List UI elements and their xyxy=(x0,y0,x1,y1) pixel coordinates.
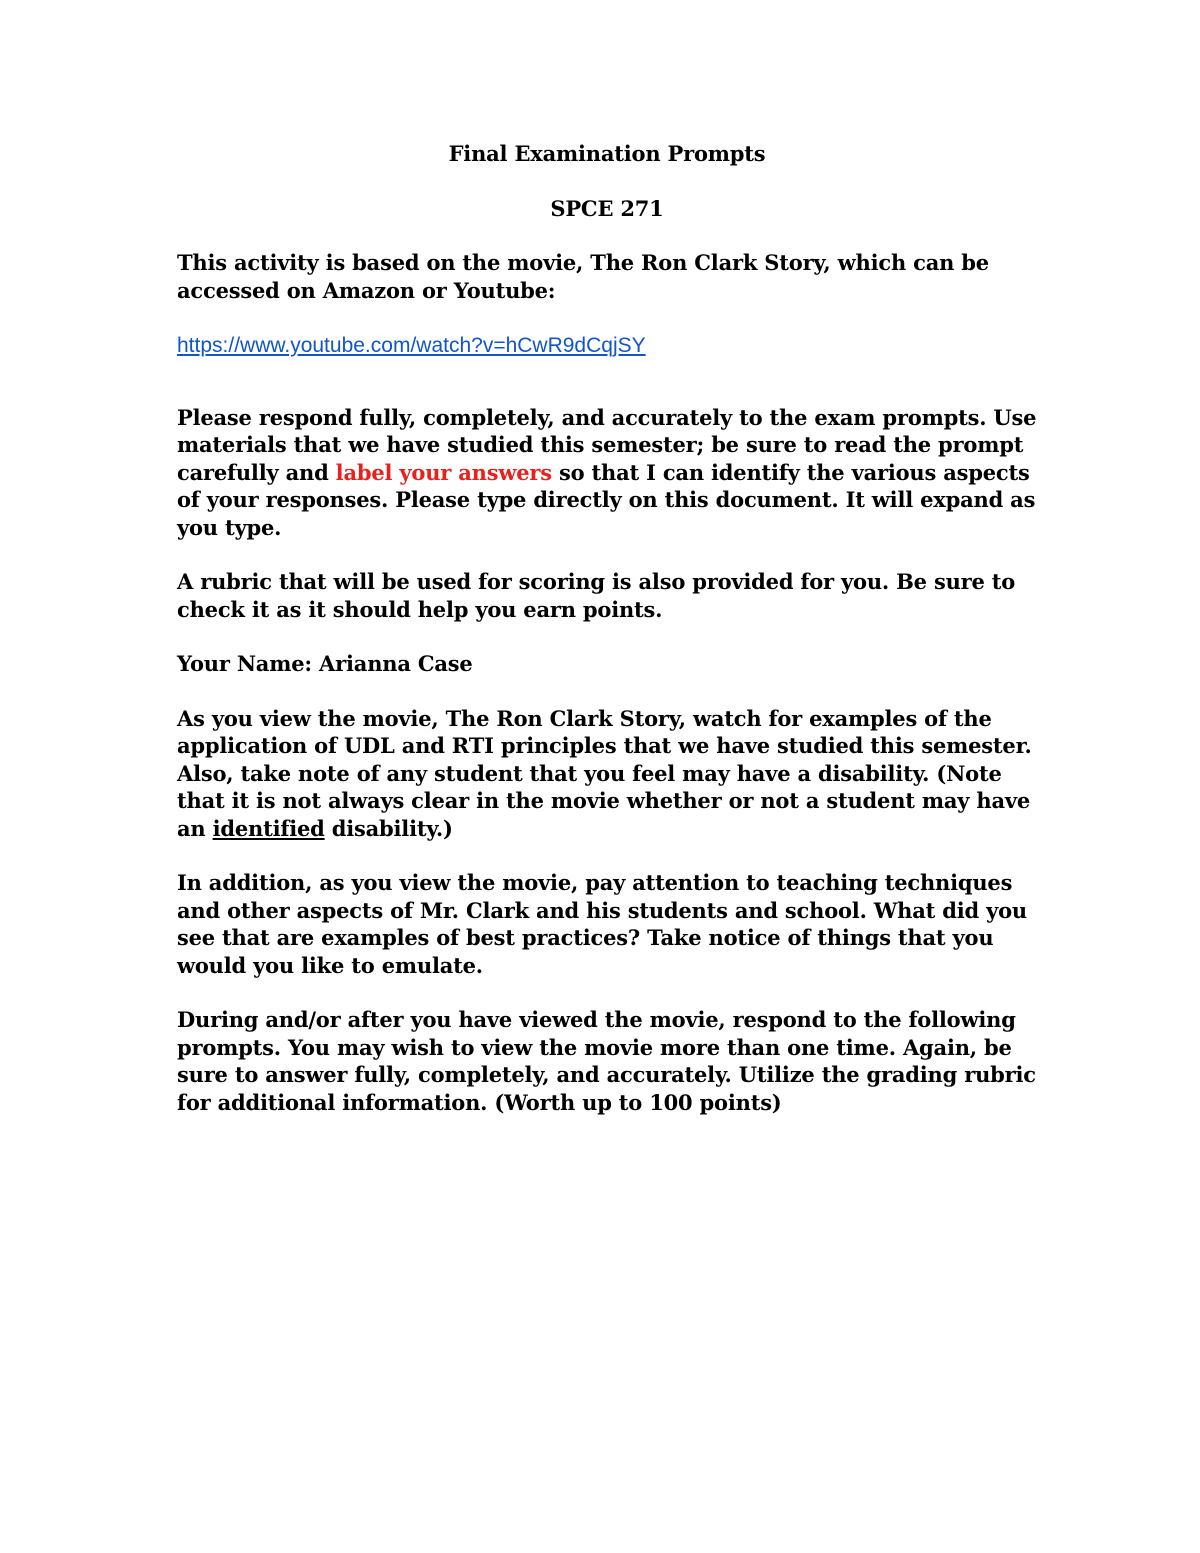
identified-underlined: identified xyxy=(212,815,325,841)
document-body xyxy=(177,140,1037,1143)
viewing-paragraph xyxy=(177,705,1037,843)
intro-paragraph: This activity is based on the movie, The Ron Clark Story, which can be accessed on Amazon or Youtube: xyxy=(177,250,989,303)
final-paragraph: During and/or after you have viewed the movie, respond to the following prompts. You may wish to view the movie more than one time. Again, be sure to answer fully, completely, and accurately. Utilize the grading rubric for additional information. (Worth up to 100 points) xyxy=(177,1007,1036,1115)
label-answers-highlight: label your answers xyxy=(335,459,552,485)
youtube-link[interactable]: https://www.youtube.com/watch?v=hCwR9dCqjSY xyxy=(177,334,646,357)
instructions-text-2: so that I can identify the various aspects of your responses. Please type directly on this document. It will expand as you type. xyxy=(177,459,1036,540)
viewing-text-2: disability.) xyxy=(324,815,453,841)
rubric-paragraph: A rubric that will be used for scoring is also provided for you. Be sure to check it as it should help you earn points. xyxy=(177,569,1016,622)
addition-paragraph: In addition, as you view the movie, pay attention to teaching techniques and other aspects of Mr. Clark and his students and school. What did you see that are examples of best practices? Take notice of things that you would you like to emulate. xyxy=(177,870,1028,978)
viewing-text-1: As you view the movie, The Ron Clark Story, watch for examples of the application of UDL and RTI principles that we have studied this semester. Also, take note of any student that you feel may have a disability. (Note that it is not always clear in the movie whether or not a student may have an xyxy=(177,705,1032,841)
link-paragraph xyxy=(177,331,1037,360)
instructions-text-1: Please respond fully, completely, and accurately to the exam prompts. Use materials that we have studied this semester; be sure to read the prompt carefully and xyxy=(177,404,1037,485)
instructions-paragraph xyxy=(177,404,1037,542)
student-name-line: Your Name: Arianna Case xyxy=(177,651,473,676)
course-code: SPCE 271 xyxy=(550,195,664,221)
document-title: Final Examination Prompts xyxy=(448,141,766,166)
